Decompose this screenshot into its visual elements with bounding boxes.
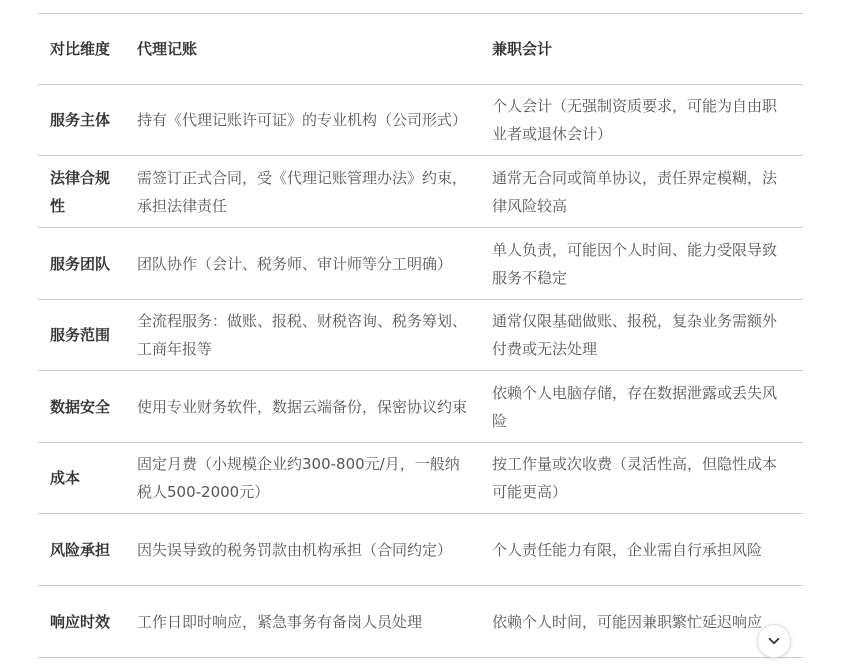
row-part-time-value: 通常仅限基础做账、报税，复杂业务需额外付费或无法处理 <box>492 312 778 358</box>
chevron-down-icon <box>767 634 781 648</box>
table-row <box>38 228 803 300</box>
table-row <box>38 586 803 658</box>
row-dimension: 数据安全 <box>50 397 111 416</box>
row-dimension: 服务主体 <box>50 111 111 129</box>
row-dimension: 成本 <box>50 469 81 487</box>
header-agency-bookkeeping: 代理记账 <box>137 40 198 58</box>
row-part-time-value: 依赖个人时间，可能因兼职繁忙延迟响应 <box>492 612 763 631</box>
row-part-time-value: 按工作量或次收费（灵活性高，但隐性成本可能更高） <box>492 455 778 501</box>
header-part-time-accountant: 兼职会计 <box>492 40 553 58</box>
row-dimension: 响应时效 <box>50 612 111 631</box>
comparison-table <box>38 13 803 658</box>
row-agency-value: 持有《代理记账许可证》的专业机构（公司形式） <box>137 111 468 129</box>
row-agency-value: 团队协作（会计、税务师、审计师等分工明确） <box>137 254 453 273</box>
table-row <box>38 443 803 514</box>
table-header-row <box>38 14 803 85</box>
table-row <box>38 156 803 228</box>
row-agency-value: 因失误导致的税务罚款由机构承担（合同约定） <box>137 540 453 559</box>
row-part-time-value: 依赖个人电脑存储，存在数据泄露或丢失风险 <box>492 383 778 430</box>
header-dimension: 对比维度 <box>50 40 111 58</box>
row-dimension: 服务团队 <box>50 254 111 273</box>
row-part-time-value: 个人会计（无强制资质要求，可能为自由职业者或退休会计） <box>492 97 778 143</box>
row-dimension: 法律合规性 <box>50 168 111 215</box>
row-agency-value: 需签订正式合同，受《代理记账管理办法》约束，承担法律责任 <box>137 168 468 215</box>
row-agency-value: 固定月费（小规模企业约300-800元/月，一般纳税人500-2000元） <box>137 455 460 501</box>
table-row <box>38 514 803 586</box>
scroll-down-button[interactable] <box>757 624 791 658</box>
row-agency-value: 使用专业财务软件，数据云端备份，保密协议约束 <box>137 397 468 416</box>
row-part-time-value: 个人责任能力有限，企业需自行承担风险 <box>492 540 763 559</box>
comparison-table-container <box>38 13 803 658</box>
row-part-time-value: 通常无合同或简单协议，责任界定模糊，法律风险较高 <box>492 168 778 215</box>
row-agency-value: 工作日即时响应，紧急事务有备岗人员处理 <box>137 612 423 631</box>
table-row <box>38 300 803 371</box>
table-row <box>38 371 803 443</box>
table-row <box>38 85 803 156</box>
row-dimension: 服务范围 <box>50 326 111 344</box>
row-part-time-value: 单人负责，可能因个人时间、能力受限导致服务不稳定 <box>492 240 778 287</box>
row-dimension: 风险承担 <box>50 540 111 559</box>
row-agency-value: 全流程服务：做账、报税、财税咨询、税务筹划、工商年报等 <box>137 312 468 358</box>
